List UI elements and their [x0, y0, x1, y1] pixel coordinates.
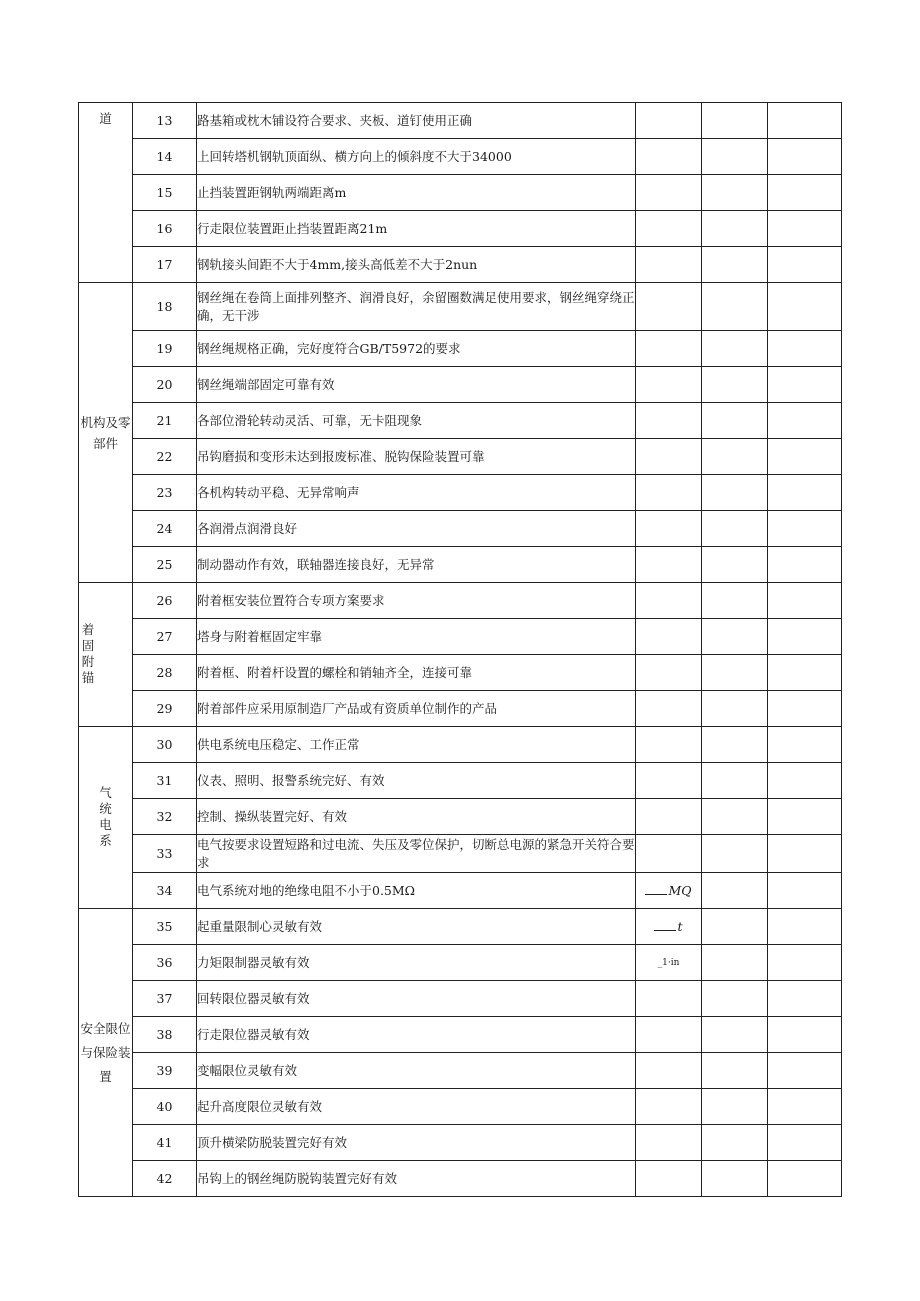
table-row [79, 511, 842, 547]
result-cell[interactable] [636, 547, 702, 583]
item-requirement: 电气按要求设置短路和过电流、失压及零位保护，切断总电源的紧急开关符合要求 [197, 835, 636, 873]
result-cell[interactable] [636, 1161, 702, 1197]
check-cell[interactable] [702, 1017, 768, 1053]
check-cell[interactable] [702, 103, 768, 139]
table-row [79, 439, 842, 475]
remark-cell[interactable] [768, 211, 842, 247]
table-row [79, 247, 842, 283]
item-number: 27 [133, 619, 197, 655]
result-cell[interactable] [636, 1125, 702, 1161]
result-cell[interactable] [636, 981, 702, 1017]
item-number: 20 [133, 367, 197, 403]
item-number: 41 [133, 1125, 197, 1161]
check-cell[interactable] [702, 211, 768, 247]
item-requirement: 附着框、附着杆设置的螺栓和销轴齐全，连接可靠 [197, 655, 636, 691]
table-row [79, 763, 842, 799]
remark-cell[interactable] [768, 1017, 842, 1053]
result-cell[interactable] [636, 1089, 702, 1125]
table-row [79, 475, 842, 511]
item-number: 31 [133, 763, 197, 799]
item-requirement: 行走限位器灵敏有效 [197, 1017, 636, 1053]
table-row [79, 1017, 842, 1053]
blank-line [645, 894, 667, 895]
check-cell[interactable] [702, 367, 768, 403]
item-number: 17 [133, 247, 197, 283]
item-requirement: 吊钩上的钢丝绳防脱钩装置完好有效 [197, 1161, 636, 1197]
item-requirement: 路基箱或枕木铺设符合要求、夹板、道钉使用正确 [197, 103, 636, 139]
item-requirement: 仪表、照明、报警系统完好、有效 [197, 763, 636, 799]
table-row [79, 1089, 842, 1125]
item-requirement: 行走限位装置距止挡装置距离21m [197, 211, 636, 247]
result-cell[interactable] [636, 835, 702, 873]
result-cell[interactable] [636, 619, 702, 655]
check-cell[interactable] [702, 175, 768, 211]
item-requirement: 钢丝绳在卷筒上面排列整齐、润滑良好，余留圈数满足使用要求，钢丝绳穿绕正确，无干涉 [197, 283, 636, 331]
table-row [79, 175, 842, 211]
result-unit: _1·in [657, 957, 680, 968]
table-row [79, 547, 842, 583]
check-cell[interactable] [702, 139, 768, 175]
check-cell[interactable] [702, 945, 768, 981]
inspection-table [78, 102, 842, 1197]
result-cell[interactable] [636, 909, 702, 945]
result-cell[interactable] [636, 211, 702, 247]
item-requirement: 钢丝绳端部固定可靠有效 [197, 367, 636, 403]
item-requirement: 各机构转动平稳、无异常响声 [197, 475, 636, 511]
check-cell[interactable] [702, 835, 768, 873]
item-requirement: 变幅限位灵敏有效 [197, 1053, 636, 1089]
result-cell[interactable] [636, 727, 702, 763]
item-number: 18 [133, 283, 197, 331]
result-unit: MQ [668, 883, 692, 898]
item-number: 37 [133, 981, 197, 1017]
check-cell[interactable] [702, 619, 768, 655]
item-requirement: 塔身与附着框固定牢靠 [197, 619, 636, 655]
check-cell[interactable] [702, 475, 768, 511]
item-requirement: 电气系统对地的绝缘电阻不小于0.5MΩ [197, 873, 636, 909]
item-requirement: 控制、操纵装置完好、有效 [197, 799, 636, 835]
item-number: 15 [133, 175, 197, 211]
remark-cell[interactable] [768, 547, 842, 583]
item-number: 14 [133, 139, 197, 175]
check-cell[interactable] [702, 763, 768, 799]
item-number: 35 [133, 909, 197, 945]
result-cell[interactable] [636, 1053, 702, 1089]
result-cell[interactable] [636, 763, 702, 799]
remark-cell[interactable] [768, 511, 842, 547]
check-cell[interactable] [702, 1053, 768, 1089]
table-row [79, 139, 842, 175]
result-cell[interactable] [636, 511, 702, 547]
item-requirement: 供电系统电压稳定、工作正常 [197, 727, 636, 763]
result-cell[interactable] [636, 439, 702, 475]
result-cell[interactable] [636, 799, 702, 835]
remark-cell[interactable] [768, 475, 842, 511]
table-row [79, 981, 842, 1017]
remark-cell[interactable] [768, 583, 842, 619]
result-cell[interactable] [636, 283, 702, 331]
result-cell[interactable] [636, 331, 702, 367]
item-number: 13 [133, 103, 197, 139]
table-row [79, 367, 842, 403]
table-row [79, 727, 842, 763]
result-cell[interactable] [636, 1017, 702, 1053]
result-cell[interactable] [636, 103, 702, 139]
item-requirement: 制动器动作有效，联轴器连接良好，无异常 [197, 547, 636, 583]
check-cell[interactable] [702, 799, 768, 835]
item-number: 23 [133, 475, 197, 511]
remark-cell[interactable] [768, 981, 842, 1017]
item-requirement: 各部位滑轮转动灵活、可靠，无卡阻现象 [197, 403, 636, 439]
table-row [79, 331, 842, 367]
remark-cell[interactable] [768, 283, 842, 331]
remark-cell[interactable] [768, 655, 842, 691]
item-requirement: 止挡装置距钢轨两端距离m [197, 175, 636, 211]
remark-cell[interactable] [768, 799, 842, 835]
item-requirement: 起重量限制心灵敏有效 [197, 909, 636, 945]
table-row [79, 835, 842, 873]
check-cell[interactable] [702, 583, 768, 619]
remark-cell[interactable] [768, 1089, 842, 1125]
remark-cell[interactable] [768, 727, 842, 763]
item-requirement: 吊钩磨损和变形未达到报废标准、脱钩保险装置可靠 [197, 439, 636, 475]
item-number: 42 [133, 1161, 197, 1197]
item-number: 21 [133, 403, 197, 439]
remark-cell[interactable] [768, 103, 842, 139]
item-requirement: 附着部件应采用原制造厂产品或有资质单位制作的产品 [197, 691, 636, 727]
check-cell[interactable] [702, 511, 768, 547]
table-row [79, 103, 842, 139]
item-number: 30 [133, 727, 197, 763]
item-requirement: 附着框安装位置符合专项方案要求 [197, 583, 636, 619]
item-number: 40 [133, 1089, 197, 1125]
item-number: 36 [133, 945, 197, 981]
remark-cell[interactable] [768, 403, 842, 439]
table-row [79, 799, 842, 835]
remark-cell[interactable] [768, 909, 842, 945]
table-row [79, 1053, 842, 1089]
item-number: 38 [133, 1017, 197, 1053]
item-requirement: 钢丝绳规格正确，完好度符合GB/T5972的要求 [197, 331, 636, 367]
check-cell[interactable] [702, 247, 768, 283]
blank-line [654, 930, 676, 931]
result-cell[interactable] [636, 247, 702, 283]
item-requirement: 力矩限制器灵敏有效 [197, 945, 636, 981]
item-requirement: 起升高度限位灵敏有效 [197, 1089, 636, 1125]
remark-cell[interactable] [768, 367, 842, 403]
result-cell[interactable] [636, 873, 702, 909]
check-cell[interactable] [702, 909, 768, 945]
remark-cell[interactable] [768, 619, 842, 655]
table-row [79, 619, 842, 655]
remark-cell[interactable] [768, 835, 842, 873]
check-cell[interactable] [702, 691, 768, 727]
table-row [79, 873, 842, 909]
check-cell[interactable] [702, 873, 768, 909]
item-number: 39 [133, 1053, 197, 1089]
item-requirement: 上回转塔机钢轨顶面纵、横方向上的倾斜度不大于34000 [197, 139, 636, 175]
remark-cell[interactable] [768, 1053, 842, 1089]
result-cell[interactable] [636, 403, 702, 439]
item-number: 16 [133, 211, 197, 247]
check-cell[interactable] [702, 1089, 768, 1125]
result-cell[interactable] [636, 691, 702, 727]
item-number: 22 [133, 439, 197, 475]
remark-cell[interactable] [768, 945, 842, 981]
result-cell[interactable] [636, 175, 702, 211]
result-cell[interactable] [636, 655, 702, 691]
remark-cell[interactable] [768, 175, 842, 211]
remark-cell[interactable] [768, 873, 842, 909]
item-number: 28 [133, 655, 197, 691]
item-number: 32 [133, 799, 197, 835]
result-cell[interactable] [636, 945, 702, 981]
check-cell[interactable] [702, 981, 768, 1017]
check-cell[interactable] [702, 1125, 768, 1161]
result-cell[interactable] [636, 583, 702, 619]
table-row [79, 1161, 842, 1197]
category-electric: 气统电系 [99, 784, 112, 848]
check-cell[interactable] [702, 283, 768, 331]
remark-cell[interactable] [768, 439, 842, 475]
item-requirement: 钢轨接头间距不大于4mm,接头高低差不大于2nun [197, 247, 636, 283]
table-row [79, 403, 842, 439]
check-cell[interactable] [702, 727, 768, 763]
item-requirement: 各润滑点润滑良好 [197, 511, 636, 547]
item-requirement: 顶升横梁防脱装置完好有效 [197, 1125, 636, 1161]
table-row [79, 945, 842, 981]
result-unit: t [677, 919, 683, 934]
category-safety: 安全限位与保险装置 [80, 1020, 131, 1084]
remark-cell[interactable] [768, 1161, 842, 1197]
item-number: 25 [133, 547, 197, 583]
table-row [79, 211, 842, 247]
remark-cell[interactable] [768, 1125, 842, 1161]
table-row [79, 583, 842, 619]
remark-cell[interactable] [768, 331, 842, 367]
check-cell[interactable] [702, 439, 768, 475]
category-mechanism: 机构及零部件 [80, 414, 131, 451]
remark-cell[interactable] [768, 691, 842, 727]
check-cell[interactable] [702, 655, 768, 691]
table-row [79, 1125, 842, 1161]
table-row [79, 655, 842, 691]
remark-cell[interactable] [768, 247, 842, 283]
check-cell[interactable] [702, 403, 768, 439]
result-cell[interactable] [636, 367, 702, 403]
table-row [79, 283, 842, 331]
category-track: 道 [79, 103, 133, 283]
item-number: 26 [133, 583, 197, 619]
table-row [79, 691, 842, 727]
remark-cell[interactable] [768, 139, 842, 175]
item-requirement: 回转限位器灵敏有效 [197, 981, 636, 1017]
check-cell[interactable] [702, 547, 768, 583]
result-cell[interactable] [636, 475, 702, 511]
check-cell[interactable] [702, 331, 768, 367]
category-anchor: 着固附锚 [81, 621, 95, 685]
item-number: 19 [133, 331, 197, 367]
item-number: 29 [133, 691, 197, 727]
item-number: 34 [133, 873, 197, 909]
remark-cell[interactable] [768, 763, 842, 799]
item-number: 24 [133, 511, 197, 547]
check-cell[interactable] [702, 1161, 768, 1197]
result-cell[interactable] [636, 139, 702, 175]
table-row [79, 909, 842, 945]
item-number: 33 [133, 835, 197, 873]
